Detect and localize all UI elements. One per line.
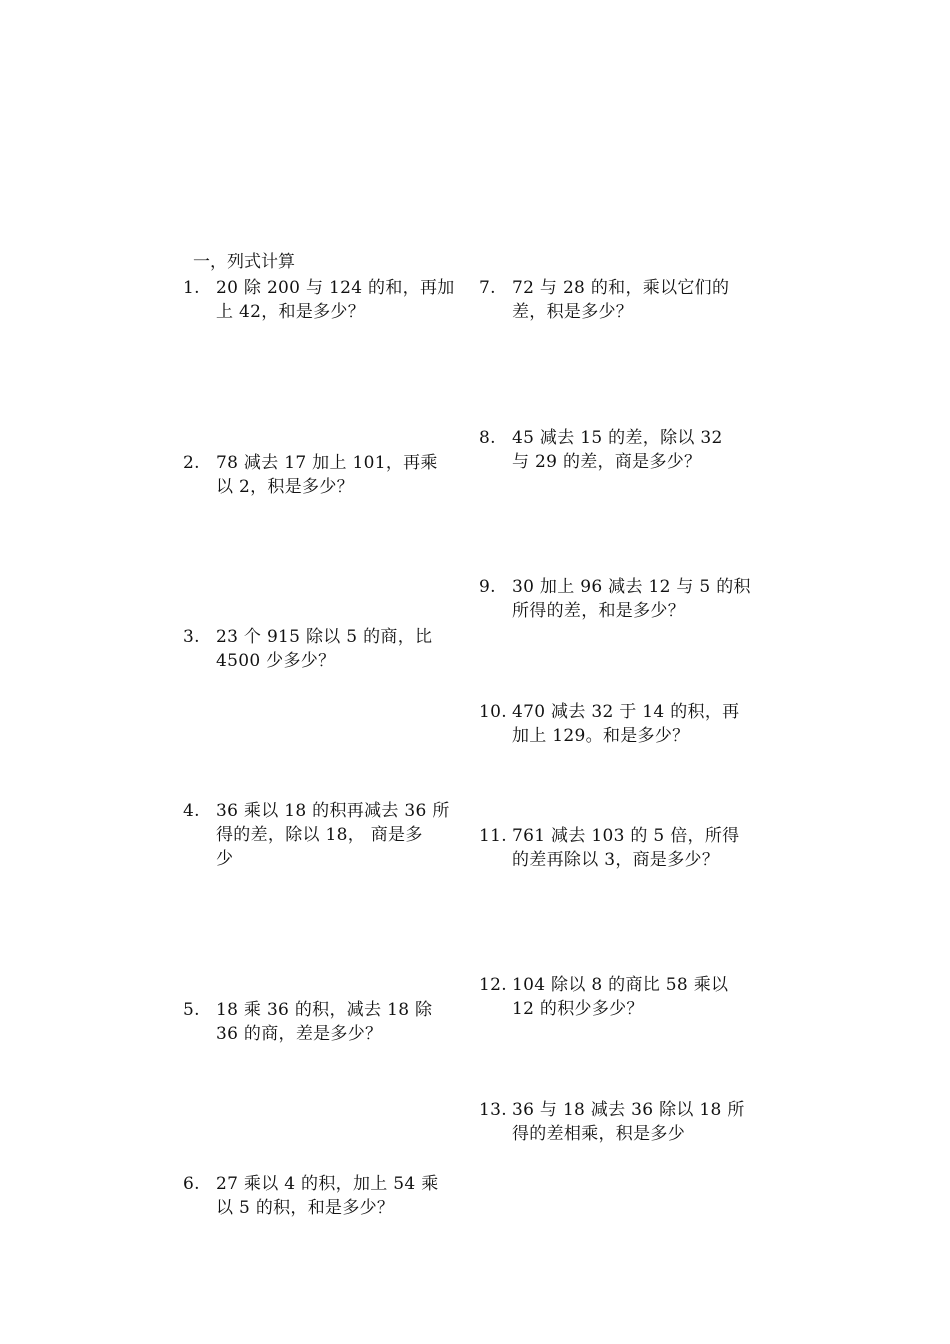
problem-text: 36 与 18 减去 36 除以 18 所 得的差相乘，积是多少 xyxy=(512,1100,745,1144)
problem-number: 9. xyxy=(479,577,496,597)
problem-text: 470 减去 32 于 14 的积，再 加上 129。和是多少？ xyxy=(512,702,740,746)
problem-number: 4. xyxy=(183,801,200,821)
problem-text: 72 与 28 的和，乘以它们的 差，积是多少？ xyxy=(512,278,730,322)
problem-number: 3. xyxy=(183,627,200,647)
problem-number: 1. xyxy=(183,278,200,298)
problem-text: 36 乘以 18 的积再减去 36 所 得的差，除以 18， 商是多 少 xyxy=(216,801,450,869)
problem-number: 13. xyxy=(479,1100,507,1120)
problem-text: 20 除 200 与 124 的和，再加 上 42，和是多少？ xyxy=(216,278,455,322)
problem-text: 30 加上 96 减去 12 与 5 的积 所得的差，和是多少？ xyxy=(512,577,751,621)
problem-text: 23 个 915 除以 5 的商，比 4500 少多少？ xyxy=(216,627,433,671)
problem-text: 104 除以 8 的商比 58 乘以 12 的积少多少？ xyxy=(512,975,729,1019)
problem-text: 18 乘 36 的积，减去 18 除 36 的商，差是多少？ xyxy=(216,1000,433,1044)
section-title: 一，列式计算 xyxy=(193,252,295,272)
problem-number: 12. xyxy=(479,975,507,995)
problem-number: 7. xyxy=(479,278,496,298)
problem-text: 761 减去 103 的 5 倍，所得 的差再除以 3，商是多少？ xyxy=(512,826,740,870)
problem-text: 45 减去 15 的差，除以 32 与 29 的差，商是多少？ xyxy=(512,428,723,472)
problem-number: 11. xyxy=(479,826,507,846)
problem-number: 10. xyxy=(479,702,507,722)
problem-number: 2. xyxy=(183,453,200,473)
problem-text: 27 乘以 4 的积，加上 54 乘 以 5 的积，和是多少？ xyxy=(216,1174,439,1218)
problem-number: 8. xyxy=(479,428,496,448)
problem-number: 5. xyxy=(183,1000,200,1020)
problem-number: 6. xyxy=(183,1174,200,1194)
problem-text: 78 减去 17 加上 101，再乘 以 2，积是多少？ xyxy=(216,453,438,497)
